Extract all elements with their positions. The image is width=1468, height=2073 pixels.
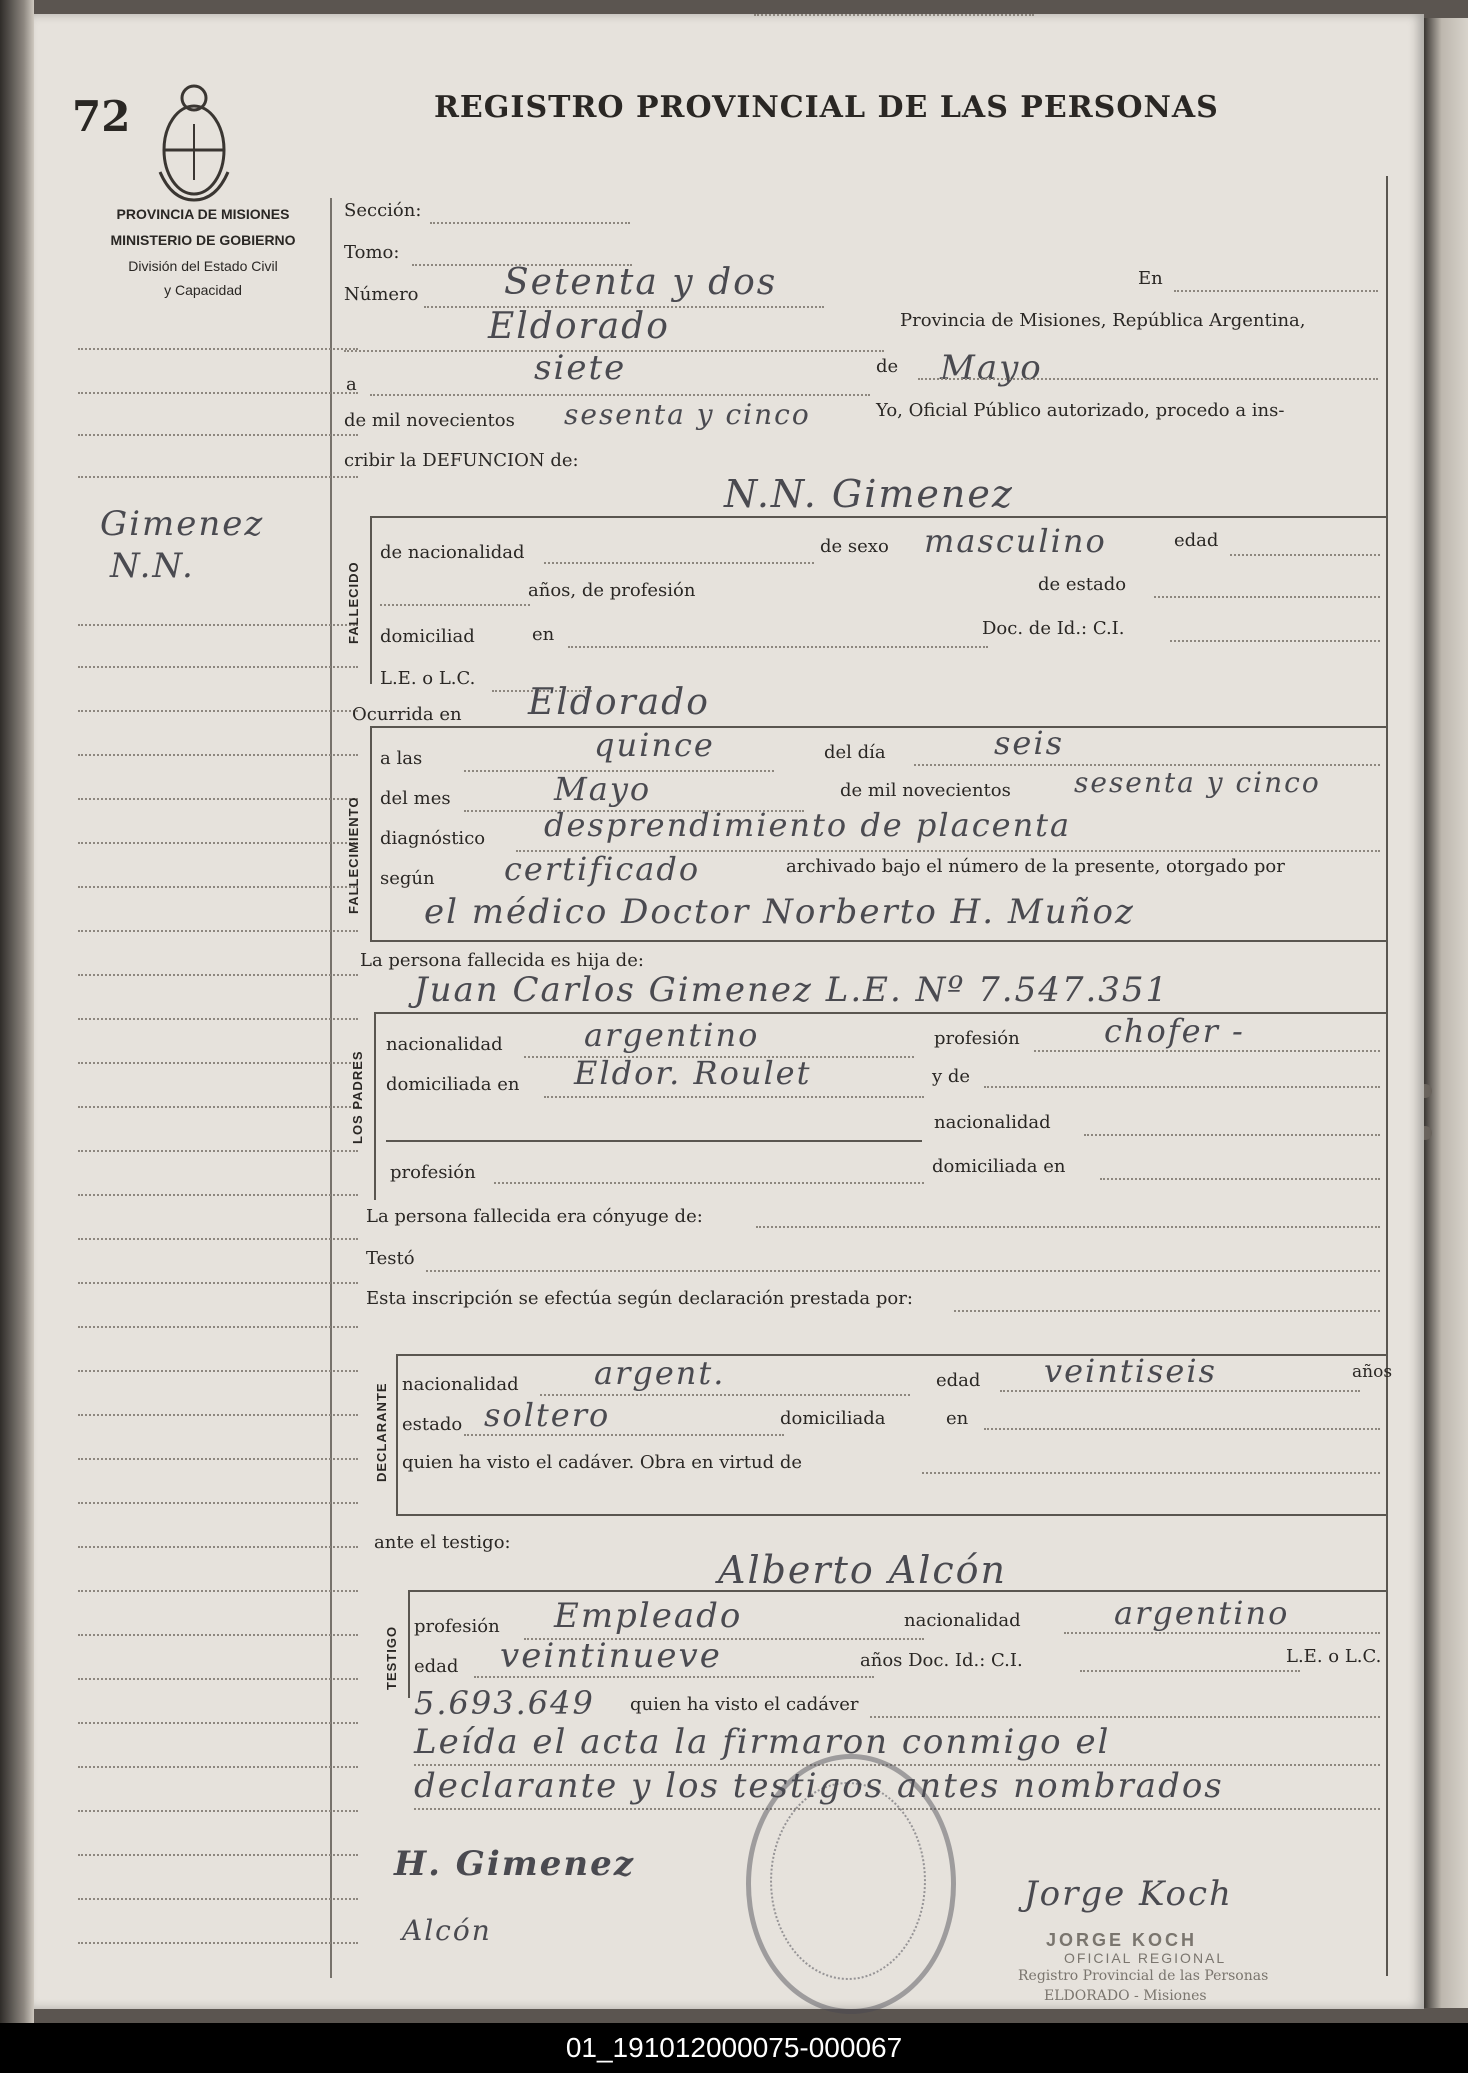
testigo-intro: ante el testigo: <box>374 1532 511 1553</box>
margin-line <box>78 1502 358 1504</box>
margin-line <box>78 434 358 436</box>
anio-label: de mil novecientos <box>840 780 1011 801</box>
testigo-doc-line <box>1080 1670 1300 1672</box>
margin-line <box>78 624 358 626</box>
en-label: En <box>1138 268 1163 289</box>
anos-line <box>380 604 530 606</box>
year-label: de mil novecientos <box>344 410 515 431</box>
ocurrida-label: Ocurrida en <box>352 704 462 725</box>
estado-label: de estado <box>1038 574 1127 595</box>
margin-line <box>78 348 358 350</box>
testigo-le-label: L.E. o L.C. <box>1286 1646 1382 1667</box>
padres-bracket <box>374 1012 376 1200</box>
y-de-label: y de <box>932 1066 971 1087</box>
margin-line <box>78 392 358 394</box>
padres-nacionalidad-value: argentino <box>584 1016 760 1054</box>
de-label: de <box>876 356 899 377</box>
deceased-name-line <box>370 516 1386 518</box>
year-value: sesenta y cinco <box>564 398 811 431</box>
margin-note-name: N.N. <box>110 546 195 586</box>
segun-value: certificado <box>504 850 701 888</box>
margin-line <box>78 886 358 888</box>
nacionalidad-line <box>544 562 814 564</box>
declarante-edad-label: edad <box>936 1370 981 1391</box>
margin-line <box>78 1282 358 1284</box>
closing-line-2: declarante y los testigos antes nombrados <box>414 1766 1224 1806</box>
margin-line <box>78 1678 358 1680</box>
margin-line <box>78 1150 358 1152</box>
medico-line <box>370 940 1386 942</box>
margin-line <box>78 1546 358 1548</box>
padres-profesion-value: chofer - <box>1104 1012 1245 1050</box>
margin-line <box>78 1458 358 1460</box>
declarante-estado-label: estado <box>402 1414 463 1435</box>
padres-domicilio-line <box>544 1096 924 1098</box>
domicilio-line <box>568 646 988 648</box>
padres-domiciliada2-line <box>1100 1178 1380 1180</box>
padres-domiciliada2-label: domiciliada en <box>932 1156 1066 1177</box>
en-line <box>1174 290 1378 292</box>
official-stamp-title: OFICIAL REGIONAL <box>1064 1950 1227 1966</box>
padres-domiciliada-label: domiciliada en <box>386 1074 520 1095</box>
day-value: siete <box>534 348 627 388</box>
declarante-obra-line <box>922 1472 1380 1474</box>
padres-profesion2-label: profesión <box>390 1162 476 1183</box>
adjacent-page-edge <box>1424 18 1468 2008</box>
testigo-bracket <box>408 1590 410 1698</box>
padres-side-label: LOS PADRES <box>350 1050 365 1144</box>
mes-label: del mes <box>380 788 451 809</box>
anos-label: años, de profesión <box>528 580 696 601</box>
image-caption: 01_191012000075-000067 <box>0 2023 1468 2073</box>
padres-profesion-line <box>1034 1050 1380 1052</box>
page-title: REGISTRO PROVINCIAL DE LAS PERSONAS <box>434 90 1219 125</box>
declarante-edad-line <box>1000 1390 1360 1392</box>
month-value: Mayo <box>940 348 1043 388</box>
nacionalidad-label: de nacionalidad <box>380 542 525 563</box>
margin-line <box>78 710 358 712</box>
diagnostico-label: diagnóstico <box>380 828 486 849</box>
margin-line <box>78 1942 358 1944</box>
ministry-line-3: División del Estado Civil <box>128 258 278 274</box>
a-label: a <box>346 374 357 395</box>
provincia-text: Provincia de Misiones, República Argentina, <box>900 310 1306 331</box>
testigo-nacionalidad-label: nacionalidad <box>904 1610 1021 1631</box>
domicilio-label: domiciliad <box>380 626 475 647</box>
fallecimiento-bracket <box>370 726 372 942</box>
declarante-domicilio-line <box>984 1428 1380 1430</box>
margin-line <box>78 798 358 800</box>
diagnostico-value: desprendimiento de placenta <box>544 806 1072 844</box>
testigo-cadaver-text: quien ha visto el cadáver <box>630 1694 859 1715</box>
closing-line-1: Leída el acta la firmaron conmigo el <box>414 1722 1111 1762</box>
le-label: L.E. o L.C. <box>380 668 476 689</box>
a-las-label: a las <box>380 748 423 769</box>
margin-line <box>78 1590 358 1592</box>
padres-domicilio-value: Eldor. Roulet <box>574 1054 812 1092</box>
padres-profesion2-line <box>494 1182 924 1184</box>
margin-line <box>78 1414 358 1416</box>
padres-nacionalidad2-label: nacionalidad <box>934 1112 1051 1133</box>
fallecido-side-label: FALLECIDO <box>346 561 361 644</box>
conyuge-label: La persona fallecida era cónyuge de: <box>366 1206 703 1227</box>
declarante-cadaver-text: quien ha visto el cadáver. Obra en virtud de <box>402 1452 803 1473</box>
declarante-name-line <box>396 1354 1386 1356</box>
ocurrida-line <box>370 726 1386 728</box>
domicilio-en-label: en <box>532 624 555 645</box>
hora-value: quince <box>594 726 715 764</box>
fallecimiento-side-label: FALLECIMIENTO <box>346 796 361 914</box>
testigo-profesion-value: Empleado <box>554 1596 743 1636</box>
signature-alcon: Alcón <box>402 1914 492 1947</box>
margin-line <box>78 1194 358 1196</box>
margin-line <box>78 1062 358 1064</box>
margin-line <box>78 1370 358 1372</box>
testigo-edad-line <box>474 1676 874 1678</box>
fallecido-bracket <box>370 516 372 684</box>
declarante-nacionalidad-label: nacionalidad <box>402 1374 519 1395</box>
estado-line <box>1154 596 1380 598</box>
doc-line <box>1170 640 1380 642</box>
numero-value: Setenta y dos <box>504 262 778 303</box>
dia-label: del día <box>824 742 886 763</box>
margin-line <box>78 1326 358 1328</box>
margin-line <box>78 930 358 932</box>
register-page <box>34 14 1424 2009</box>
coat-of-arms-icon <box>152 80 236 208</box>
edad-line <box>1230 554 1380 556</box>
testigo-edad-value: veintinueve <box>500 1636 722 1676</box>
left-column-rule <box>330 198 332 1978</box>
margin-line <box>78 1766 358 1768</box>
declarante-domiciliada-label: domiciliada <box>780 1408 886 1429</box>
ministry-line-2: MINISTERIO DE GOBIERNO <box>110 232 296 248</box>
margin-line <box>78 1722 358 1724</box>
padres-nacionalidad-label: nacionalidad <box>386 1034 503 1055</box>
declarante-anos-label: años <box>1352 1362 1393 1382</box>
margin-line <box>78 1634 358 1636</box>
seccion-line <box>430 222 630 224</box>
closing-line-rule <box>414 1764 1380 1766</box>
testigo-nacionalidad-value: argentino <box>1114 1594 1290 1632</box>
margin-note-surname: Gimenez <box>100 504 265 544</box>
declarante-side-label: DECLARANTE <box>374 1382 389 1482</box>
sexo-label: de sexo <box>820 536 889 557</box>
testigo-doc-label: años Doc. Id.: C.I. <box>860 1650 1023 1671</box>
sexo-value: masculino <box>924 522 1107 560</box>
testigo-nacionalidad-line <box>1064 1632 1380 1634</box>
official-stamp-office: Registro Provincial de las Personas <box>1018 1968 1269 1984</box>
segun-label: según <box>380 868 435 889</box>
testigo-cadaver-line <box>870 1716 1380 1718</box>
official-stamp-name: JORGE KOCH <box>1046 1930 1198 1950</box>
margin-line <box>78 1238 358 1240</box>
margin-line <box>78 1898 358 1900</box>
declarante-en-label: en <box>946 1408 969 1429</box>
declarante-edad-value: veintiseis <box>1044 1352 1217 1390</box>
conyuge-line <box>756 1226 1380 1228</box>
madre-name-line <box>386 1140 922 1142</box>
month-line <box>918 378 1378 380</box>
testigo-edad-label: edad <box>414 1656 459 1677</box>
margin-line <box>78 1810 358 1812</box>
ocurrida-value: Eldorado <box>528 682 710 723</box>
margin-line <box>78 1018 358 1020</box>
margin-line <box>78 666 358 668</box>
mes-value: Mayo <box>554 770 652 808</box>
page-number: 72 <box>72 92 131 141</box>
margin-line <box>78 1854 358 1856</box>
official-stamp-place: ELDORADO - Misiones <box>1044 1988 1207 2004</box>
padre-value: Juan Carlos Gimenez L.E. Nº 7.547.351 <box>414 970 1170 1010</box>
declarante-estado-value: soltero <box>484 1396 611 1434</box>
numero-label: Número <box>344 284 419 305</box>
declaracion-text: Esta inscripción se efectúa según declaración prestada por: <box>366 1288 913 1309</box>
declarante-nacionalidad-value: argent. <box>594 1354 726 1392</box>
ministry-line-1: PROVINCIA DE MISIONES <box>116 206 290 222</box>
margin-line <box>78 754 358 756</box>
seccion-label: Sección: <box>344 200 422 221</box>
testigo-profesion-label: profesión <box>414 1616 500 1637</box>
testigo-name-line <box>408 1590 1386 1592</box>
declaracion-line <box>954 1310 1380 1312</box>
book-spine <box>0 0 34 2023</box>
place-value: Eldorado <box>488 306 670 347</box>
official-seal-inner-ring <box>770 1782 926 1980</box>
medico-value: el médico Doctor Norberto H. Muñoz <box>424 892 1135 932</box>
deceased-name: N.N. Gimenez <box>724 472 1014 516</box>
dia-value: seis <box>994 724 1065 762</box>
signature-gimenez: H. Gimenez <box>394 1844 636 1884</box>
declarante-estado-line <box>464 1434 784 1436</box>
madre-line <box>984 1086 1380 1088</box>
right-border-rule <box>1386 176 1388 1976</box>
margin-line <box>78 476 358 478</box>
day-line <box>370 394 870 396</box>
padres-nacionalidad2-line <box>1084 1134 1380 1136</box>
testigo-doc-value: 5.693.649 <box>414 1684 595 1722</box>
margin-line <box>78 974 358 976</box>
padres-profesion-label: profesión <box>934 1028 1020 1049</box>
ministry-line-4: y Capacidad <box>164 282 242 298</box>
declarante-end-line <box>396 1514 1386 1516</box>
archivado-text: archivado bajo el número de la presente, otorgado por <box>786 856 1285 877</box>
profesion-line <box>754 14 1034 16</box>
edad-label: edad <box>1174 530 1219 551</box>
margin-line <box>78 842 358 844</box>
testigo-name-value: Alberto Alcón <box>718 1548 1008 1592</box>
testigo-side-label: TESTIGO <box>384 1625 399 1690</box>
inscribir-text: cribir la DEFUNCION de: <box>344 450 579 471</box>
signature-koch: Jorge Koch <box>1024 1874 1233 1914</box>
doc-label: Doc. de Id.: C.I. <box>982 618 1125 639</box>
declarante-bracket <box>396 1354 398 1514</box>
testo-line <box>426 1270 1380 1272</box>
padres-intro: La persona fallecida es hija de: <box>360 950 644 971</box>
testo-label: Testó <box>366 1248 415 1269</box>
yo-text: Yo, Oficial Público autorizado, procedo a ins- <box>876 400 1285 421</box>
margin-line <box>78 1106 358 1108</box>
tomo-label: Tomo: <box>344 242 400 263</box>
anio-value: sesenta y cinco <box>1074 766 1321 799</box>
